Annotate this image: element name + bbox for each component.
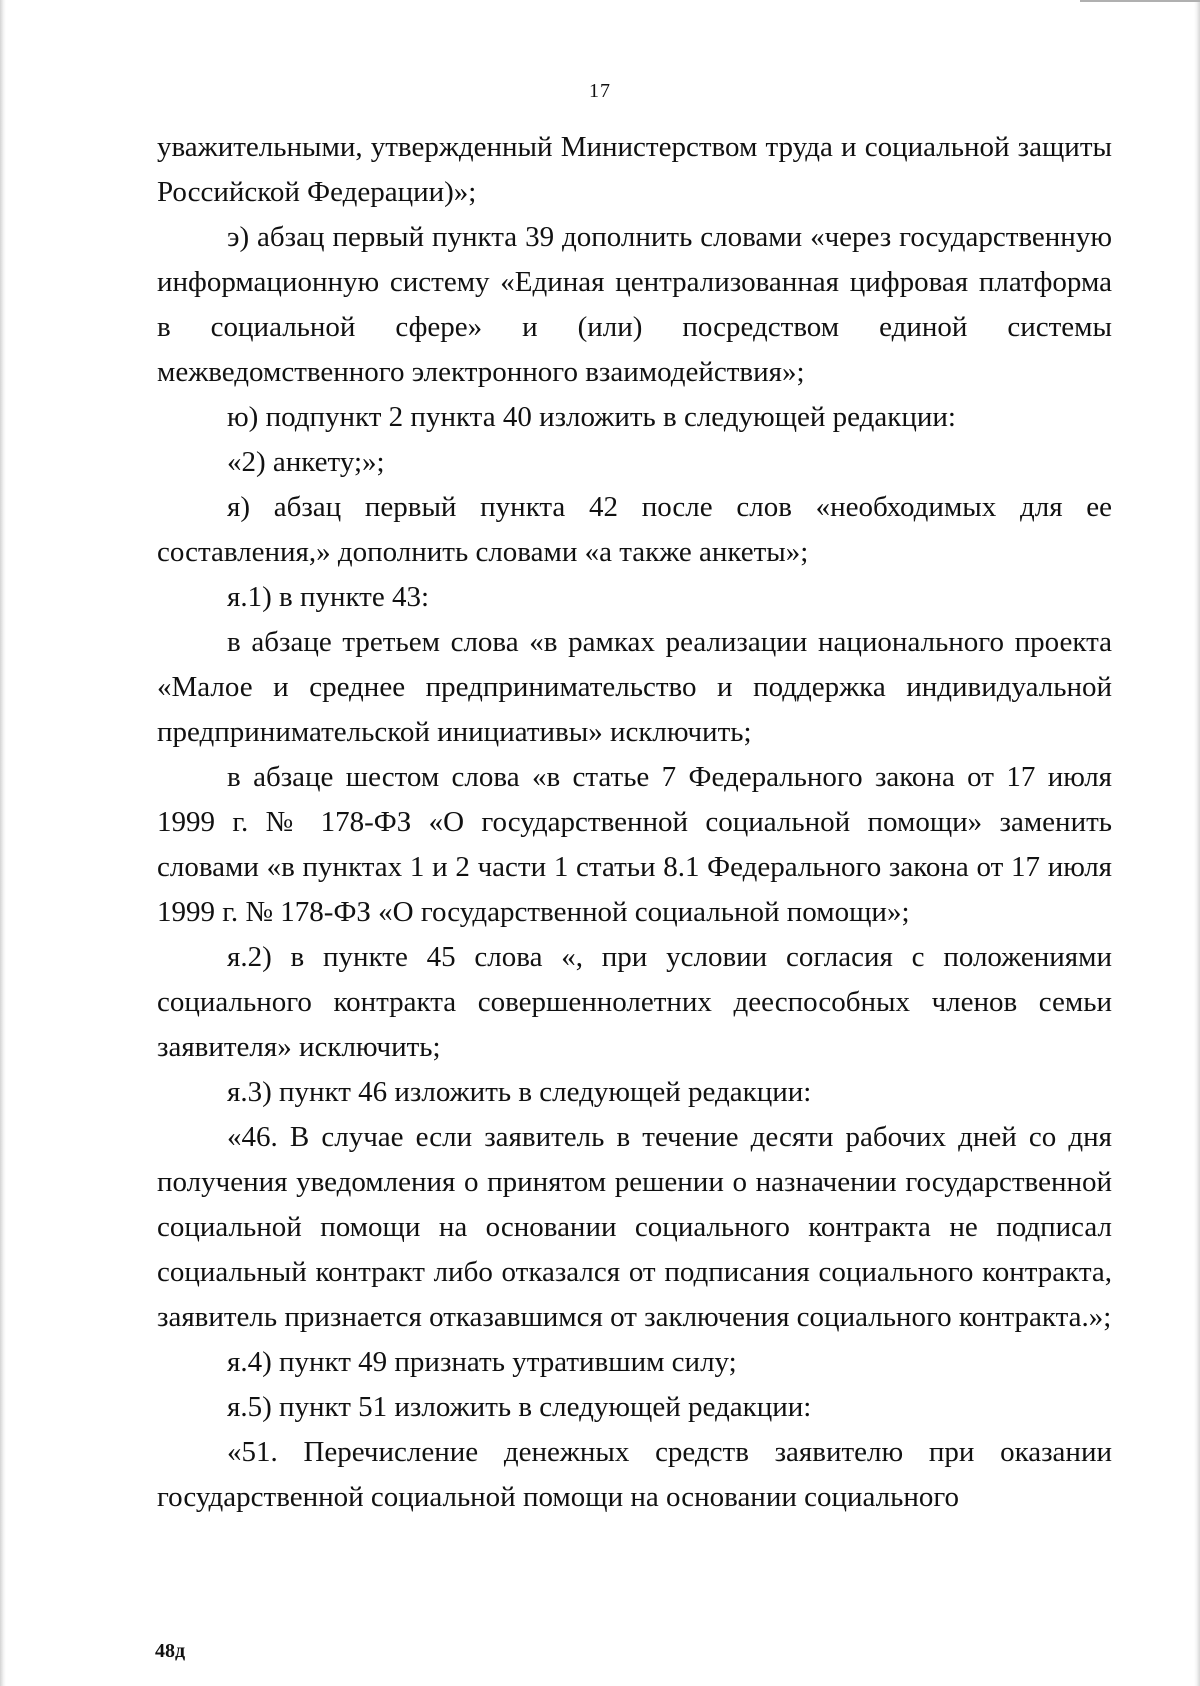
paragraph: «51. Перечисление денежных средств заявителю при оказании государственной социальной помощи на основании социального bbox=[157, 1436, 1112, 1513]
paragraph: в абзаце шестом слова «в статье 7 Федерального закона от 17 июля 1999 г. № 178-ФЗ «О государственной социальной помощи» заменить словами «в пунктах 1 и 2 части 1 статьи 8.1 Федерального закона от 17 июля 1999 г. № 178-ФЗ «О государственной социальной помощи»; bbox=[157, 761, 1112, 928]
paragraph: я.1) в пункте 43: bbox=[227, 581, 430, 613]
scan-edge-left bbox=[0, 0, 6, 1686]
paragraph: ю) подпункт 2 пункта 40 изложить в следующей редакции: bbox=[227, 401, 956, 433]
document-body bbox=[157, 125, 1112, 1520]
paragraph: я.4) пункт 49 признать утратившим силу; bbox=[227, 1346, 737, 1378]
paragraph: я.2) в пункте 45 слова «, при условии согласия с положениями социального контракта совершеннолетних дееспособных членов семьи заявителя» исключить; bbox=[157, 941, 1112, 1063]
scan-edge-right bbox=[1194, 0, 1200, 1686]
paragraph: я.3) пункт 46 изложить в следующей редакции: bbox=[227, 1076, 812, 1108]
paragraph: э) абзац первый пункта 39 дополнить словами «через государственную информационную систему «Единая централизованная цифровая платформа в социальной сфере» и (или) посредством единой системы межведомственного электронного взаимодействия»; bbox=[157, 221, 1112, 388]
scan-top-mark bbox=[1080, 0, 1200, 2]
paragraph: «46. В случае если заявитель в течение десяти рабочих дней со дня получения уведомления о принятом решении о назначении государственной социальной помощи на основании социального контракта не подписал социальный контракт либо отказался от подписания социального контракта, заявитель признается отказавшимся от заключения социального контракта.»; bbox=[157, 1121, 1112, 1333]
paragraph: «2) анкету;»; bbox=[227, 446, 385, 478]
paragraph: в абзаце третьем слова «в рамках реализации национального проекта «Малое и среднее предпринимательство и поддержка индивидуальной предпринимательской инициативы» исключить; bbox=[157, 626, 1112, 748]
paragraph: я) абзац первый пункта 42 после слов «необходимых для ее составления,» дополнить словами «а также анкеты»; bbox=[157, 491, 1112, 568]
paragraph: я.5) пункт 51 изложить в следующей редакции: bbox=[227, 1391, 812, 1423]
footer-code: 48д bbox=[155, 1640, 186, 1662]
page-number: 17 bbox=[589, 80, 611, 102]
paragraph: уважительными, утвержденный Министерством труда и социальной защиты Российской Федерации)»; bbox=[157, 131, 1112, 208]
